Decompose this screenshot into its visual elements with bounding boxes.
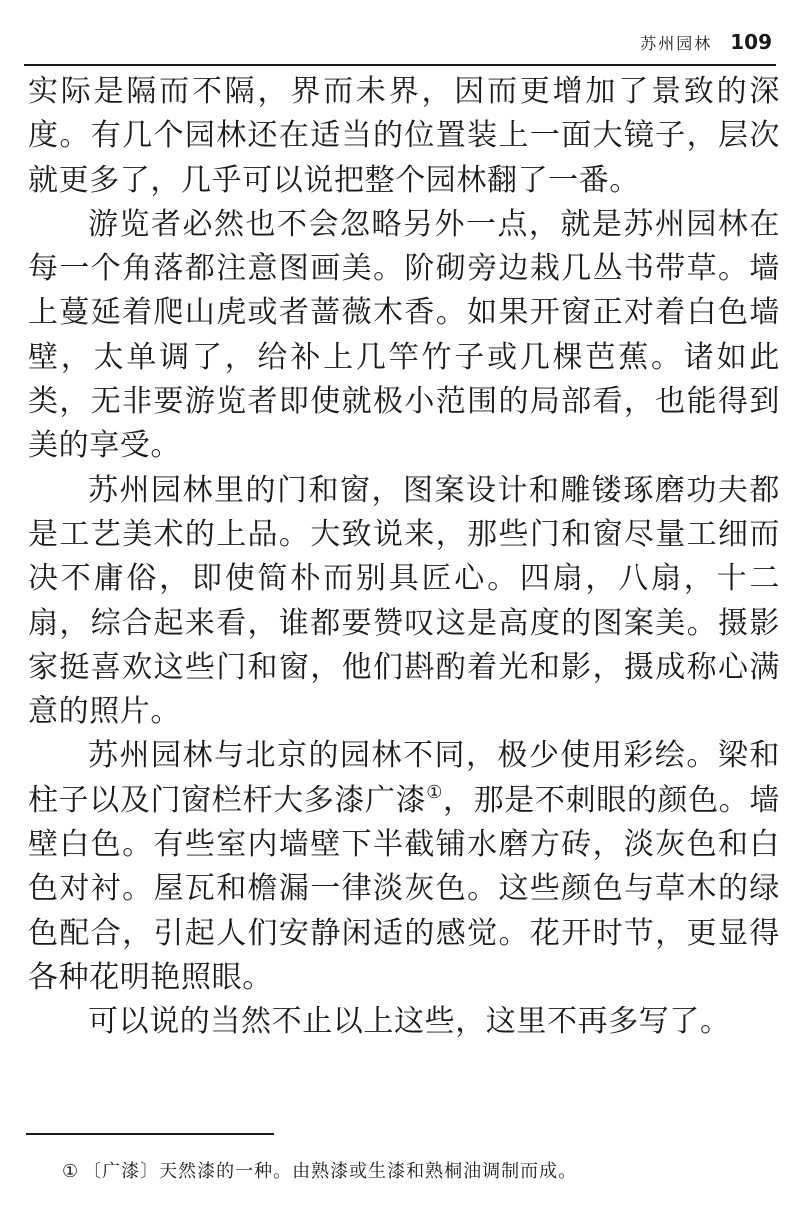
paragraph-with-footnote-ref xyxy=(28,734,780,1000)
paragraph: 可以说的当然不止以上这些，这里不再多写了。 xyxy=(88,1004,731,1040)
footnote-reference[interactable]: ① xyxy=(426,781,444,803)
footnote xyxy=(62,1160,762,1184)
paragraph: 游览者必然也不会忽略另外一点，就是苏州园林在每一个角落都注意图画美。阶砌旁边栽几丛书带草。墙上蔓延着爬山虎或者蔷薇木香。如果开窗正对着白色墙壁，太单调了，给补上几竿竹子或几棵芭蕉。诸如此类，无非要游览者即使就极小范围的局部看，也能得到美的享受。 xyxy=(28,206,780,464)
running-header xyxy=(640,30,772,54)
running-header-title: 苏州园林 xyxy=(640,34,713,53)
paragraph-text-after-ref: ，那是不刺眼的颜色。墙壁白色。有些室内墙壁下半截铺水磨方砖，淡灰色和白色对衬。屋瓦和檐漏一律淡灰色。这些颜色与草木的绿色配合，引起人们安静闲适的感觉。花开时节，更显得各种花明艳照眼。 xyxy=(28,782,780,995)
paragraph: 苏州园林里的门和窗，图案设计和雕镂琢磨功夫都是工艺美术的上品。大致说来，那些门和窗尽量工细而决不庸俗，即使简朴而别具匠心。四扇，八扇，十二扇，综合起来看，谁都要赞叹这是高度的图案美。摄影家挺喜欢这些门和窗，他们斟酌着光和影，摄成称心满意的照片。 xyxy=(28,472,780,730)
footnote-divider xyxy=(26,1133,274,1135)
footnote-mark: ① xyxy=(62,1161,80,1182)
body-text xyxy=(28,70,780,1045)
page-number: 109 xyxy=(730,30,772,54)
paragraph-continued: 实际是隔而不隔，界而未界，因而更增加了景致的深度。有几个园林还在适当的位置装上一面大镜子，层次就更多了，几乎可以说把整个园林翻了一番。 xyxy=(28,74,780,198)
header-divider xyxy=(24,64,776,66)
footnote-text: 〔广漆〕天然漆的一种。由熟漆或生漆和熟桐油调制而成。 xyxy=(83,1161,578,1182)
paragraph-text-before-ref: 苏州园林与北京的园林不同，极少使用彩绘。梁和柱子以及门窗栏杆大多漆广漆 xyxy=(28,738,780,818)
